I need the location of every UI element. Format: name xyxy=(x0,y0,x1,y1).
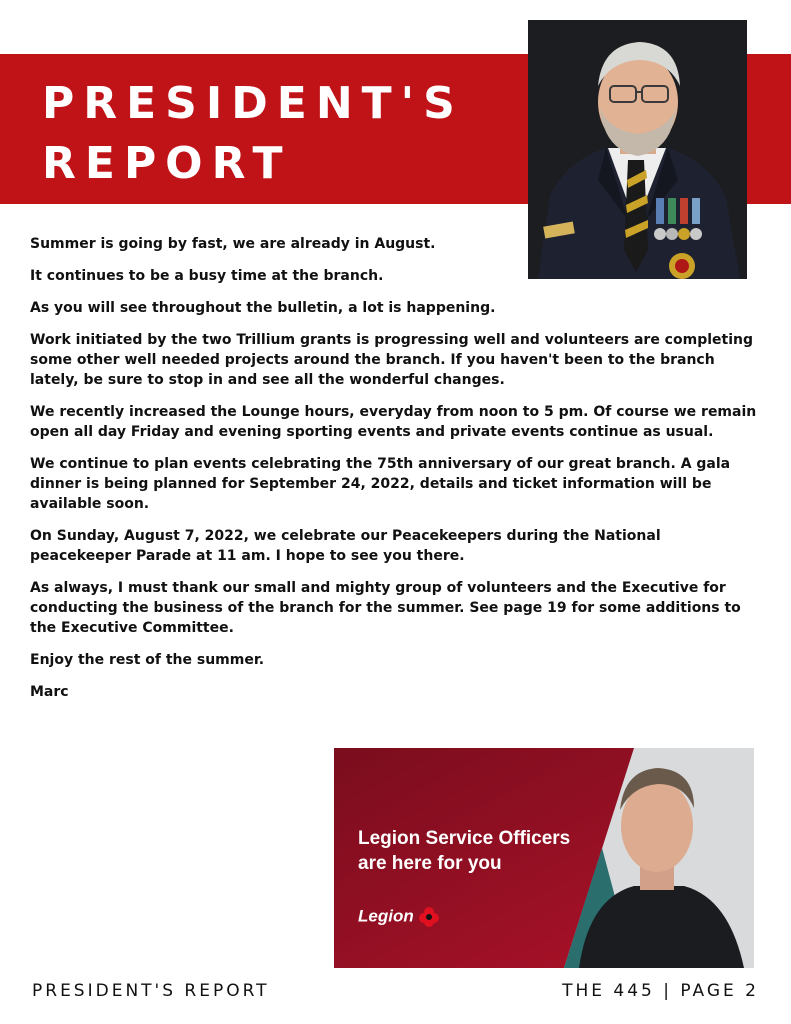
page-title xyxy=(42,74,522,194)
paragraph: We continue to plan events celebrating the 75th anniversary of our great branch. A gala dinner is being planned for September 24, 2022, details and ticket information will be available soon. xyxy=(30,456,731,512)
legion-logo-text: Legion xyxy=(358,906,414,926)
signature: Marc xyxy=(30,684,69,700)
paragraph: It continues to be a busy time at the branch. xyxy=(30,268,384,284)
page-title-line2: REPORT xyxy=(42,138,292,189)
paragraph: As you will see throughout the bulletin, a lot is happening. xyxy=(30,300,496,316)
legion-logo xyxy=(358,906,440,928)
page-title-line1: PRESIDENT'S xyxy=(42,78,464,129)
footer-section-title: PRESIDENT'S REPORT xyxy=(32,981,270,1001)
ad-headline xyxy=(358,826,598,876)
paragraph: Work initiated by the two Trillium grants is progressing well and volunteers are completing some other well needed projects around the branch. If you haven't been to the branch lately, be sure to stop in and see all the wonderful changes. xyxy=(30,332,753,388)
poppy-icon xyxy=(418,906,440,928)
paragraph: On Sunday, August 7, 2022, we celebrate our Peacekeepers during the National peacekeeper Parade at 11 am. I hope to see you there. xyxy=(30,528,661,564)
legion-service-officers-ad xyxy=(334,748,754,968)
paragraph: As always, I must thank our small and mighty group of volunteers and the Executive for conducting the business of the branch for the summer. See page 19 for some additions to the Executive Committee. xyxy=(30,580,741,636)
paragraph: Summer is going by fast, we are already in August. xyxy=(30,236,436,252)
report-body xyxy=(30,234,765,714)
paragraph: We recently increased the Lounge hours, everyday from noon to 5 pm. Of course we remain open all day Friday and evening sporting events and private events continue as usual. xyxy=(30,404,757,440)
ad-headline-line2: are here for you xyxy=(358,853,502,874)
ad-headline-line1: Legion Service Officers xyxy=(358,828,571,849)
paragraph: Enjoy the rest of the summer. xyxy=(30,652,265,668)
footer-page-number: THE 445 | PAGE 2 xyxy=(562,981,759,1001)
